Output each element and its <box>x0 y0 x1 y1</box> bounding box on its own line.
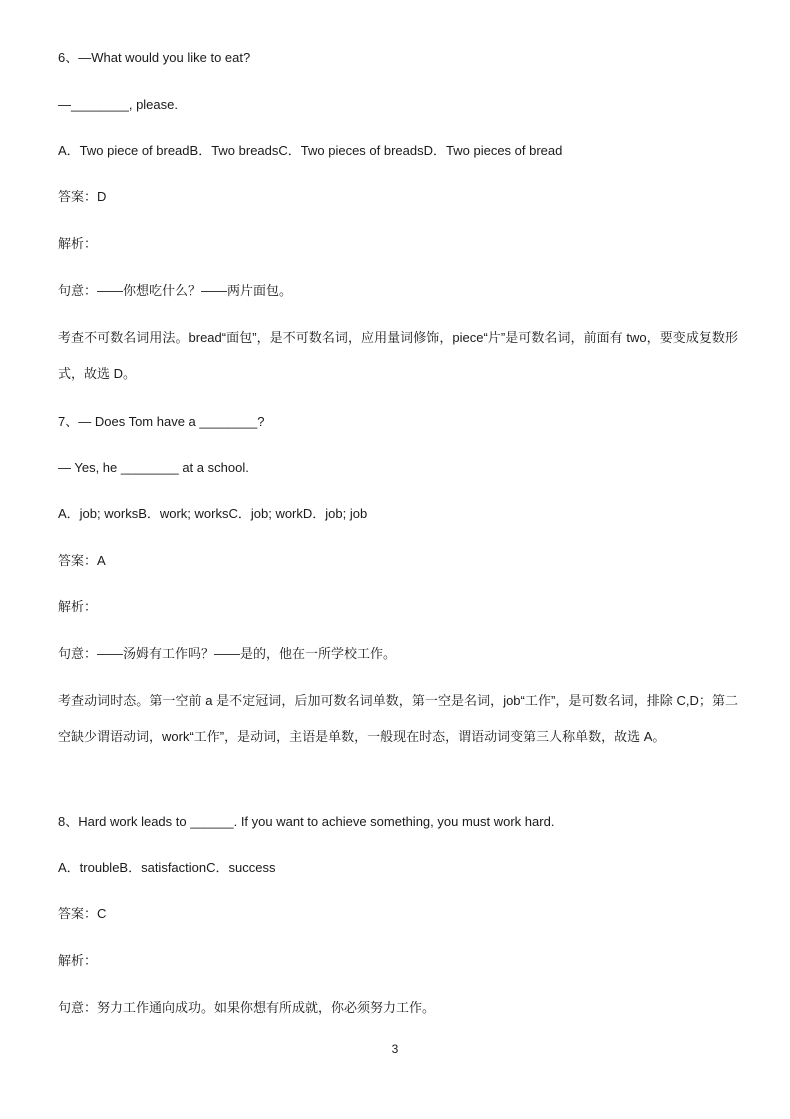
question-8-analysis-label: 解析： <box>58 953 98 968</box>
question-7-explanation: 考查动词时态。第一空前 a 是不定冠词，后加可数名词单数，第一空是名词，job“工作”，是可数名词，排除 C,D；第二空缺少谓语动词，work“工作”，是动词，主语是单数，一般现在时态，谓语动词变第三人称单数，故选 A。 <box>58 693 738 744</box>
question-8-options: A．troubleB．satisfactionC．success <box>58 860 276 875</box>
question-7-analysis-label: 解析： <box>58 599 98 614</box>
question-6-answer-line: —________, please. <box>58 97 178 112</box>
question-8-stem: 8、Hard work leads to ______. If you want to achieve something, you must work hard. <box>58 814 555 829</box>
question-7-stem: 7、— Does Tom have a ________? <box>58 414 265 429</box>
question-6-meaning: 句意：——你想吃什么？——两片面包。 <box>58 283 293 298</box>
question-6-options: A．Two piece of breadB．Two breadsC．Two pieces of breadsD．Two pieces of bread <box>58 143 563 158</box>
question-6-answer: 答案：D <box>58 189 107 204</box>
question-7-options: A．job; worksB．work; worksC．job; workD．job; job <box>58 506 368 521</box>
question-8-answer: 答案：C <box>58 906 107 921</box>
question-7-answer-line: — Yes, he ________ at a school. <box>58 460 249 475</box>
question-6-explanation: 考查不可数名词用法。bread“面包”，是不可数名词，应用量词修饰，piece“片”是可数名词，前面有 two，要变成复数形式，故选 D。 <box>58 330 738 381</box>
page-number: 3 <box>391 1042 399 1056</box>
question-7-meaning: 句意：——汤姆有工作吗？——是的，他在一所学校工作。 <box>58 646 397 661</box>
question-6-analysis-label: 解析： <box>58 236 98 251</box>
question-7-answer: 答案：A <box>58 553 106 568</box>
question-6-stem: 6、—What would you like to eat? <box>58 50 251 65</box>
question-8-meaning: 句意：努力工作通向成功。如果你想有所成就，你必须努力工作。 <box>58 1000 436 1015</box>
